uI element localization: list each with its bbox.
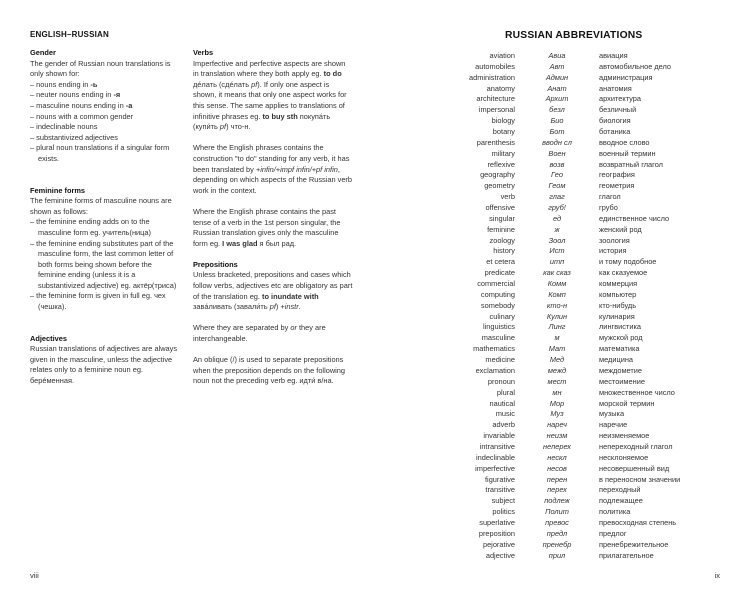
- list-item: – nouns ending in -ь: [30, 80, 180, 91]
- russian-abbreviation: Комп: [548, 289, 566, 299]
- russian-term: подлежащее: [599, 496, 643, 506]
- table-row: [375, 236, 750, 247]
- english-term: linguistics: [482, 322, 515, 332]
- table-row: [375, 127, 750, 138]
- english-term: indeclinable: [475, 452, 515, 462]
- right-page: [375, 0, 750, 602]
- table-row: [375, 431, 750, 442]
- russian-term: превосходная степень: [599, 517, 677, 527]
- table-row: [375, 225, 750, 236]
- russian-term: единственное число: [599, 213, 670, 223]
- page-number: viii: [30, 571, 39, 580]
- english-term: superlative: [479, 517, 515, 527]
- russian-abbreviation: перех: [547, 485, 567, 495]
- russian-term: несовершенный вид: [599, 463, 670, 473]
- english-term: administration: [468, 72, 515, 82]
- english-term: culinary: [489, 311, 515, 321]
- table-row: [375, 453, 750, 464]
- list-item: – neuter nouns ending in -я: [30, 90, 180, 101]
- table-row: [375, 105, 750, 116]
- russian-abbreviation: подлеж: [544, 496, 570, 506]
- feminine-intro: The feminine forms of masculine nouns are shown as follows:: [30, 196, 172, 216]
- table-row: [375, 344, 750, 355]
- english-term: commercial: [477, 279, 515, 289]
- english-term: automobiles: [475, 61, 515, 71]
- english-term: music: [495, 409, 515, 419]
- english-term: biology: [491, 116, 515, 126]
- russian-abbreviation: несов: [547, 463, 567, 473]
- english-term: figurative: [485, 474, 515, 484]
- english-term: history: [493, 246, 515, 256]
- english-term: adverb: [492, 420, 515, 430]
- english-term: zoology: [489, 235, 515, 245]
- russian-abbreviation: как сказ: [543, 268, 571, 278]
- russian-abbreviation: пренебр: [542, 539, 572, 549]
- table-row: [375, 160, 750, 171]
- russian-abbreviation: межд: [547, 365, 567, 375]
- russian-abbreviation: мест: [547, 376, 567, 386]
- table-row: [375, 51, 750, 62]
- table-row: [375, 268, 750, 279]
- english-term: offensive: [485, 203, 515, 213]
- russian-abbreviation: Кулин: [546, 311, 568, 321]
- english-term: feminine: [487, 224, 515, 234]
- russian-term: безличный: [599, 105, 637, 115]
- russian-term: администрация: [599, 72, 653, 82]
- table-row: [375, 399, 750, 410]
- list-item: – indeclinable nouns: [30, 122, 180, 133]
- english-term: politics: [492, 507, 515, 517]
- russian-term: анатомия: [599, 83, 632, 93]
- russian-abbreviation: возв: [549, 159, 565, 169]
- russian-term: коммерция: [599, 279, 638, 289]
- table-row: [375, 301, 750, 312]
- english-term: computing: [480, 289, 515, 299]
- english-term: imperfective: [475, 463, 515, 473]
- english-term: anatomy: [486, 83, 515, 93]
- english-term: impersonal: [478, 105, 515, 115]
- gender-intro: The gender of Russian noun translations is only shown for:: [30, 58, 171, 79]
- table-row: [375, 322, 750, 333]
- feminine-heading: Feminine forms: [30, 185, 86, 195]
- page-number: ix: [714, 571, 720, 580]
- verbs-heading: Verbs: [193, 48, 214, 57]
- table-row: [375, 540, 750, 551]
- left-column: [30, 48, 180, 387]
- english-term: architecture: [476, 94, 515, 104]
- english-term: plural: [496, 387, 515, 397]
- russian-term: лингвистика: [599, 322, 641, 332]
- english-term: adjective: [485, 550, 515, 560]
- russian-term: кто-нибудь: [599, 300, 637, 310]
- english-term: masculine: [481, 333, 515, 343]
- russian-abbreviation: Бот: [549, 127, 565, 137]
- russian-abbreviation: превос: [545, 517, 569, 527]
- russian-abbreviation: предл: [546, 528, 568, 538]
- russian-term: морской термин: [599, 398, 655, 408]
- table-row: [375, 485, 750, 496]
- table-row: [375, 529, 750, 540]
- table-row: [375, 355, 750, 366]
- russian-abbreviation: Воен: [548, 148, 566, 158]
- english-term: preposition: [478, 528, 515, 538]
- table-row: [375, 279, 750, 290]
- table-row: [375, 442, 750, 453]
- english-term: pejorative: [482, 539, 515, 549]
- russian-abbreviation: Комм: [547, 279, 567, 289]
- russian-term: пренебрежительное: [599, 539, 669, 549]
- english-term: medicine: [485, 355, 515, 365]
- russian-abbreviation: груб!: [548, 203, 566, 213]
- verbs-paragraph-1: Imperfective and perfective aspects are shown in translation where they both apply eg. to do дéлать (сдéлать pf). If only one aspect is shown, it means that only one aspect works for this sense. The same applies to translations of infinitive phrases eg. to buy sth покупáть (купи́ть pf) что-н.: [193, 58, 347, 132]
- russian-abbreviation: неперех: [543, 441, 571, 451]
- russian-term: предлог: [599, 528, 627, 538]
- russian-term: наречие: [599, 420, 628, 430]
- prepositions-paragraph-2: Where they are separated by or they are interchangeable.: [193, 323, 326, 344]
- russian-abbreviation: глаг: [549, 192, 565, 202]
- table-row: [375, 518, 750, 529]
- russian-term: неизменяемое: [599, 431, 650, 441]
- english-term: exclamation: [475, 365, 515, 375]
- english-term: invariable: [483, 431, 515, 441]
- russian-term: военный термин: [599, 148, 656, 158]
- list-item: – the feminine ending adds on to the masculine form eg. учитель(ница): [30, 217, 180, 238]
- english-term: singular: [489, 213, 515, 223]
- english-term: nautical: [489, 398, 515, 408]
- english-term: subject: [491, 496, 515, 506]
- russian-abbreviation: Зоол: [548, 235, 566, 245]
- english-term: et cetera: [486, 257, 515, 267]
- right-column: [193, 48, 353, 387]
- table-row: [375, 257, 750, 268]
- russian-term: грубо: [599, 203, 618, 213]
- table-row: [375, 181, 750, 192]
- english-term: aviation: [489, 51, 515, 60]
- english-term: geometry: [484, 181, 515, 191]
- table-row: [375, 551, 750, 562]
- english-term: geography: [480, 170, 515, 180]
- prepositions-paragraph-3: An oblique (/) is used to separate prepositions when the preposition depends on the following noun not the preceding verb eg. идти́ в/на.: [193, 355, 346, 386]
- russian-term: вводное слово: [599, 137, 650, 147]
- table-row: [375, 170, 750, 181]
- english-term: reflexive: [487, 159, 515, 169]
- list-item: – the feminine form is given in full eg. чех (чешка).: [30, 291, 180, 312]
- russian-abbreviation: м: [554, 333, 560, 343]
- prepositions-paragraph-1: Unless bracketed, prepositions and cases which follow verbs, adjectives etc are obligatory as part of the translation eg. to inundate with завáливать (завали́ть pf) +instr.: [193, 270, 353, 312]
- gender-list: [30, 80, 180, 165]
- russian-abbreviation: нареч: [547, 420, 567, 430]
- feminine-list: [30, 217, 180, 312]
- table-row: [375, 84, 750, 95]
- table-row: [375, 116, 750, 127]
- english-term: military: [491, 148, 515, 158]
- russian-abbreviation: нескл: [547, 452, 567, 462]
- list-item: – the feminine ending substitutes part of the masculine form, the last common letter of both forms being shown before the feminine ending (unless it is a substantivized adjective) eg. актёр(триса): [30, 239, 180, 292]
- russian-term: глагол: [599, 192, 621, 202]
- russian-abbreviation: итп: [549, 257, 565, 267]
- table-row: [375, 203, 750, 214]
- russian-abbreviation: ед: [552, 213, 562, 223]
- russian-term: как сказуемое: [599, 268, 648, 278]
- russian-term: компьютер: [599, 289, 637, 299]
- table-row: [375, 475, 750, 486]
- table-row: [375, 366, 750, 377]
- russian-abbreviation: Био: [550, 116, 564, 126]
- russian-term: автомобильное дело: [599, 61, 672, 71]
- verbs-paragraph-3: Where the English phrase contains the past tense of a verb in the 1st person singular, the Russian translation gives only the masculine form eg. I was glad я был рад.: [193, 206, 341, 248]
- russian-abbreviation: неизм: [546, 431, 568, 441]
- russian-abbreviation: Ист: [549, 246, 565, 256]
- table-row: [375, 464, 750, 475]
- russian-term: география: [599, 170, 635, 180]
- russian-abbreviation: вводн сл: [542, 137, 572, 147]
- prepositions-heading: Prepositions: [193, 259, 238, 269]
- russian-abbreviation: Мат: [548, 344, 566, 354]
- russian-abbreviation: Авиа: [548, 51, 566, 60]
- russian-term: зоология: [599, 235, 630, 245]
- russian-term: женский род: [599, 224, 642, 234]
- russian-term: политика: [599, 507, 631, 517]
- english-term: verb: [500, 192, 515, 202]
- russian-abbreviation: мн: [552, 387, 562, 397]
- russian-abbreviation: Полит: [545, 507, 569, 517]
- russian-term: переходный: [599, 485, 641, 495]
- adjectives-heading: Adjectives: [30, 333, 67, 343]
- english-term: pronoun: [487, 376, 515, 386]
- table-row: [375, 333, 750, 344]
- russian-term: и тому подобное: [599, 257, 657, 267]
- gender-heading: Gender: [30, 48, 56, 57]
- english-term: mathematics: [473, 344, 515, 354]
- table-row: [375, 138, 750, 149]
- russian-abbreviation: перен: [546, 474, 568, 484]
- table-row: [375, 192, 750, 203]
- page-title: RUSSIAN ABBREVIATIONS: [505, 30, 643, 41]
- russian-term: история: [599, 246, 627, 256]
- russian-abbreviation: Авт: [549, 61, 565, 71]
- table-row: [375, 388, 750, 399]
- list-item: – substantivized adjectives: [30, 133, 180, 144]
- russian-abbreviation: безл: [549, 105, 565, 115]
- russian-term: непереходный глагол: [599, 441, 673, 451]
- list-item: – masculine nouns ending in -а: [30, 101, 180, 112]
- russian-abbreviation: Гео: [551, 170, 563, 180]
- russian-term: местоимение: [599, 376, 645, 386]
- english-term: somebody: [480, 300, 515, 310]
- english-term: transitive: [485, 485, 515, 495]
- table-row: [375, 420, 750, 431]
- table-row: [375, 62, 750, 73]
- russian-abbreviation: ж: [554, 224, 560, 234]
- english-term: botany: [492, 127, 515, 137]
- russian-term: несклоняемое: [599, 452, 649, 462]
- russian-term: архитектура: [599, 94, 641, 104]
- russian-term: биология: [599, 116, 631, 126]
- english-term: predicate: [484, 268, 515, 278]
- russian-term: возвратный глагол: [599, 159, 663, 169]
- list-item: – plural noun translations if a singular form exists.: [30, 143, 180, 164]
- table-row: [375, 149, 750, 160]
- russian-term: авиация: [599, 51, 628, 60]
- russian-abbreviation: Линг: [548, 322, 566, 332]
- russian-term: мужской род: [599, 333, 643, 343]
- russian-abbreviation: Мор: [549, 398, 565, 408]
- english-term: intransitive: [479, 441, 515, 451]
- table-row: [375, 94, 750, 105]
- russian-term: прилагательное: [599, 550, 654, 560]
- russian-abbreviation: Анат: [547, 83, 567, 93]
- table-row: [375, 246, 750, 257]
- russian-abbreviation: Геом: [548, 181, 566, 191]
- adjectives-text: Russian translations of adjectives are always given in the masculine, unless the adjective relates only to a feminine noun eg. берéменная.: [30, 344, 178, 386]
- russian-abbreviation: прил: [548, 550, 566, 560]
- table-row: [375, 409, 750, 420]
- russian-abbreviation: Муз: [550, 409, 564, 419]
- running-head: ENGLISH–RUSSIAN: [30, 30, 110, 39]
- russian-term: медицина: [599, 355, 634, 365]
- russian-term: множественное число: [599, 387, 675, 397]
- russian-abbreviation: Архит: [545, 94, 569, 104]
- verbs-paragraph-2: Where the English phrases contains the construction "to do" standing for any verb, it has been translated by +infin/+impf infin/+pf infin, depending on which aspects of the Russian verb work in the context.: [193, 143, 352, 195]
- russian-term: междометие: [599, 365, 643, 375]
- table-row: [375, 496, 750, 507]
- russian-term: ботаника: [599, 127, 631, 137]
- russian-abbreviation: Админ: [545, 72, 569, 82]
- russian-term: геометрия: [599, 181, 635, 191]
- table-row: [375, 312, 750, 323]
- russian-term: в переносном значении: [599, 474, 681, 484]
- russian-term: музыка: [599, 409, 625, 419]
- table-row: [375, 290, 750, 301]
- russian-term: математика: [599, 344, 640, 354]
- table-row: [375, 73, 750, 84]
- russian-abbreviation: Мед: [549, 355, 565, 365]
- table-row: [375, 507, 750, 518]
- table-row: [375, 377, 750, 388]
- abbreviations-table: [375, 51, 750, 561]
- table-row: [375, 214, 750, 225]
- list-item: – nouns with a common gender: [30, 112, 180, 123]
- russian-abbreviation: кто-н: [546, 300, 568, 310]
- russian-term: кулинария: [599, 311, 635, 321]
- english-term: parenthesis: [476, 137, 515, 147]
